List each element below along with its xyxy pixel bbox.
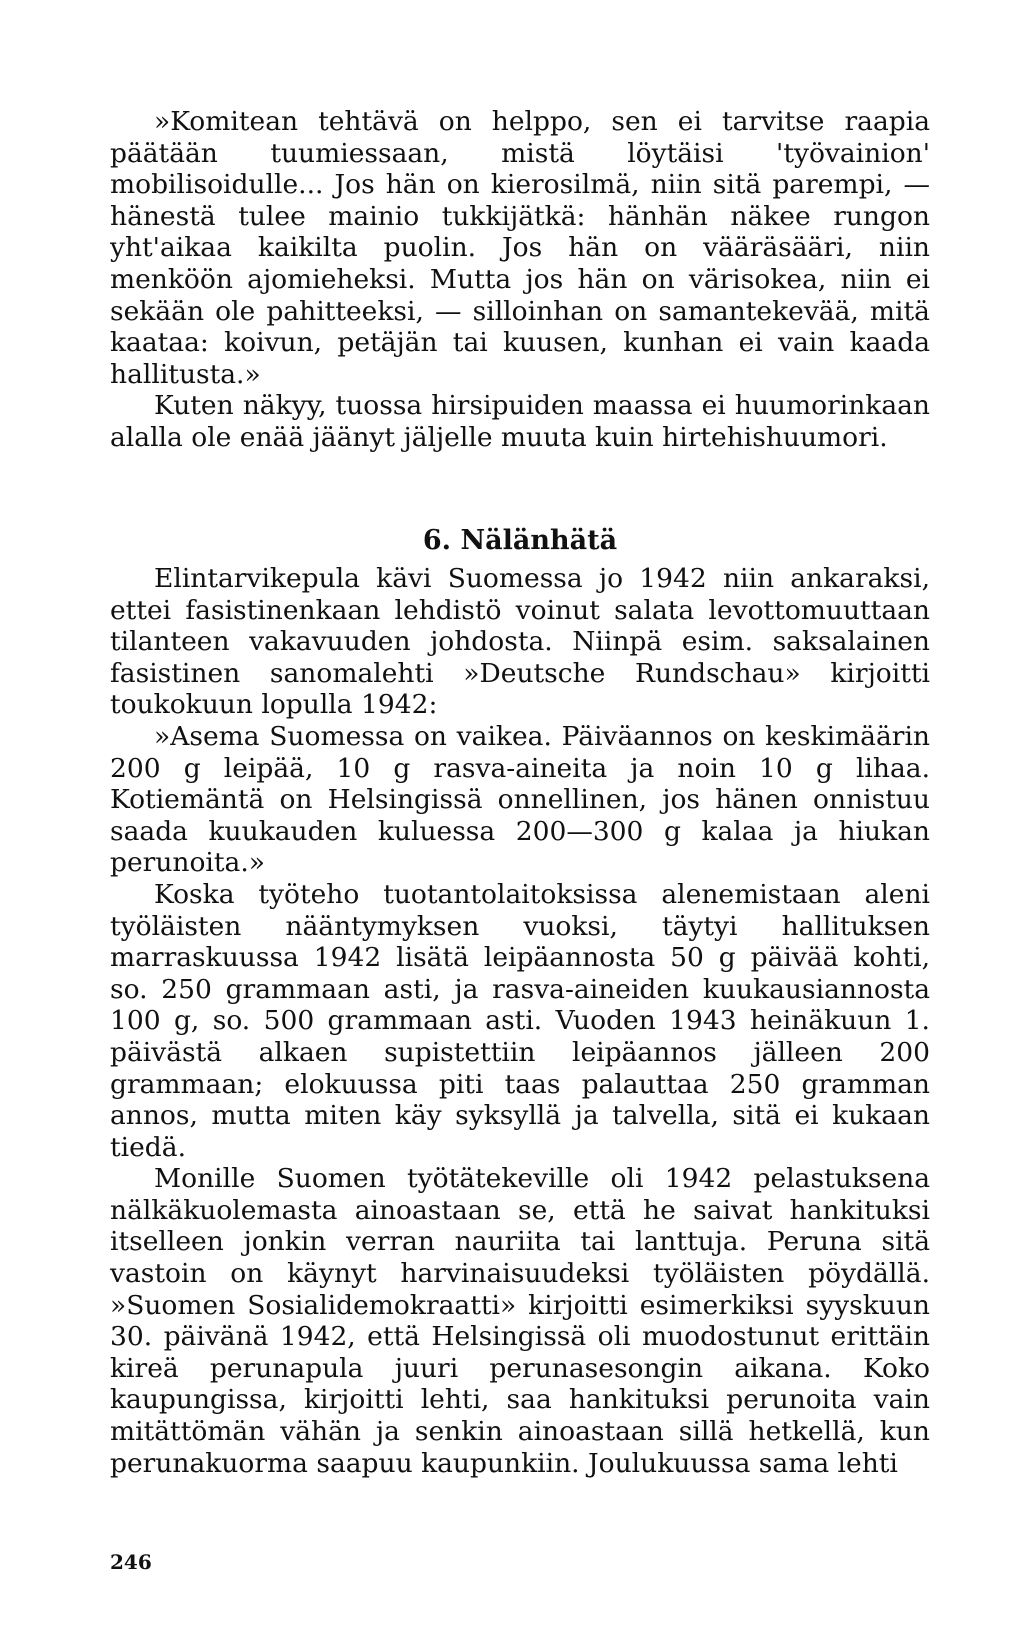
section-heading: 6. Nälänhätä (422, 525, 618, 556)
text-block-top (110, 106, 930, 454)
paragraph-food-shortage: Elintarvikepula kävi Suomessa jo 1942 niin ankaraksi, ettei fasistinenkaan lehdistö voinut salata levottomuuttaan tilanteen vakavuuden johdosta. Niinpä esim. saksalainen fasistinen sanomalehti »Deutsche Rundschau» kirjoitti toukokuun lopulla 1942: (110, 563, 930, 721)
paragraph-bread-ration: Koska työteho tuotantolaitoksissa alenemistaan aleni työläisten nääntymyksen vuoksi, täytyi hallituksen marraskuussa 1942 lisätä leipäannosta 50 g päivää kohti, so. 250 grammaan asti, ja rasva-aineiden kuukausiannosta 100 g, so. 500 grammaan asti. Vuoden 1943 heinäkuun 1. päivästä alkaen supistettiin leipäannos jälleen 200 grammaan; elokuussa piti taas palauttaa 250 gramman annos, mutta miten käy syksyllä ja talvella, sitä ei kukaan tiedä. (110, 878, 930, 1163)
text-block-bottom (110, 563, 930, 1479)
page-number: 246 (110, 1550, 152, 1574)
paragraph-quote-committee: »Komitean tehtävä on helppo, sen ei tarvitse raapia päätään tuumiessaan, mistä löytäisi 'työvainion' mobilisoidulle... Jos hän on kierosilmä, niin sitä parempi, — hänestä tulee mainio tukkijätkä: hänhän näkee rungon yht'aikaa kaikilta puolin. Jos hän on vääräsääri, niin menköön ajomieheksi. Mutta jos hän on värisokea, niin ei sekään ole pahitteeksi, — silloinhan on samantekevää, mitä kaataa: koivun, petäjän tai kuusen, kunhan ei vain kaada hallitusta.» (110, 106, 930, 390)
paragraph-potato-shortage: Monille Suomen työtätekeville oli 1942 pelastuksena nälkäkuolemasta ainoastaan se, että he saivat hankituksi itselleen jonkin verran nauriita tai lanttuja. Peruna sitä vastoin on käynyt harvinaisuudeksi työläisten pöydällä. »Suomen Sosialidemokraatti» kirjoitti esimerkiksi syyskuun 30. päivänä 1942, että Helsingissä oli muodostunut erittäin kireä perunapula juuri perunasesongin aikana. Koko kaupungissa, kirjoitti lehti, saa hankituksi perunoita vain mitättömän vähän ja senkin ainoastaan sillä hetkellä, kun perunakuorma saapuu kaupunkiin. Joulukuussa sama lehti (110, 1163, 930, 1479)
paragraph-quote-rations: »Asema Suomessa on vaikea. Päiväannos on keskimäärin 200 g leipää, 10 g rasva-aineita ja noin 10 g lihaa. Kotiemäntä on Helsingissä onnellinen, jos hänen onnistuu saada kuukauden kuluessa 200—300 g kalaa ja hiukan perunoita.» (110, 720, 930, 879)
paragraph-gallows-humor: Kuten näkyy, tuossa hirsipuiden maassa ei huumorinkaan alalla ole enää jäänyt jäljelle muuta kuin hirtehishuumori. (110, 390, 930, 453)
